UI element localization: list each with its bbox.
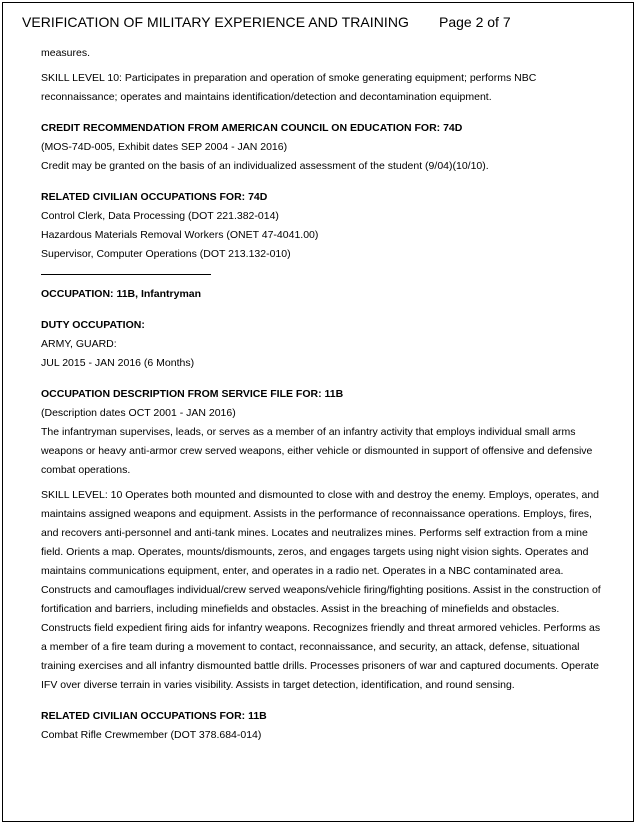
document-body xyxy=(41,44,601,745)
page-header xyxy=(10,2,630,38)
civilian-occupation-item: Control Clerk, Data Processing (DOT 221.382-014) xyxy=(41,210,279,222)
occupation-description: The infantryman supervises, leads, or serves as a member of an infantry activity that employs individual small arms weapons or heavy anti-armor crew served weapons, either vehicle or dismounted in support of offensive and defensive combat operations. xyxy=(41,426,593,476)
skill-level-11b: SKILL LEVEL: 10 Operates both mounted and dismounted to close with and destroy the enemy. Employs, operates, and maintains assigned weapons and equipment. Assists in the performance of reconnaissance operations. Employs, fires, and recovers anti-personnel and anti-tank mines. Locates and neutralizes mines. Performs self extraction from a mine field. Orients a map. Operates, mounts/dismounts, zeros, and engages targets using night vision sights. Operates and maintains communications equipment, enter, and operates in a radio net. Operates in a NBC contaminated area. Constructs and camouflages individual/crew served weapons/vehicle firing/fighting positions. Assist in the construction of fortification and barriers, including minefields and obstacles. Assist in the breaching of minefields and obstacles. Constructs field expedient firing aids for infantry weapons. Recognizes friendly and threat armored vehicles. Performs as a member of a fire team during a movement to contact, reconnaissance, and security, an attack, defense, situational training exercises and all infantry dismounted battle drills. Processes prisoners of war and captured documents. Operate IFV over diverse terrain in varies visibility. Assists in target detection, identification, and round sensing. xyxy=(41,489,601,691)
credit-reference: (MOS-74D-005, Exhibit dates SEP 2004 - JAN 2016) xyxy=(41,141,288,153)
section-divider xyxy=(41,274,211,275)
skill-level-74d: SKILL LEVEL 10: Participates in preparation and operation of smoke generating equipment; performs NBC reconnaissance; operates and maintains identification/detection and decontamination equipment. xyxy=(41,72,537,103)
related-civilian-heading-74d: RELATED CIVILIAN OCCUPATIONS FOR: 74D xyxy=(41,191,268,203)
civilian-occupation-item: Combat Rifle Crewmember (DOT 378.684-014) xyxy=(41,729,262,741)
civilian-occupation-item: Hazardous Materials Removal Workers (ONET 47-4041.00) xyxy=(41,229,319,241)
document-title: VERIFICATION OF MILITARY EXPERIENCE AND TRAINING xyxy=(22,14,409,30)
credit-note: Credit may be granted on the basis of an individualized assessment of the student (9/04)(10/10). xyxy=(41,160,489,172)
related-civilian-heading-11b: RELATED CIVILIAN OCCUPATIONS FOR: 11B xyxy=(41,710,267,722)
occupation-title: OCCUPATION: 11B, Infantryman xyxy=(41,288,202,300)
continued-text: measures. xyxy=(41,47,91,59)
credit-recommendation-heading: CREDIT RECOMMENDATION FROM AMERICAN COUNCIL ON EDUCATION FOR: 74D xyxy=(41,122,463,134)
duty-dates: JUL 2015 - JAN 2016 (6 Months) xyxy=(41,357,195,369)
occupation-description-heading: OCCUPATION DESCRIPTION FROM SERVICE FILE FOR: 11B xyxy=(41,388,344,400)
page-number: Page 2 of 7 xyxy=(439,14,511,30)
duty-branch: ARMY, GUARD: xyxy=(41,338,117,350)
civilian-occupation-item: Supervisor, Computer Operations (DOT 213.132-010) xyxy=(41,248,291,260)
duty-occupation-heading: DUTY OCCUPATION: xyxy=(41,319,145,331)
description-dates: (Description dates OCT 2001 - JAN 2016) xyxy=(41,407,236,419)
